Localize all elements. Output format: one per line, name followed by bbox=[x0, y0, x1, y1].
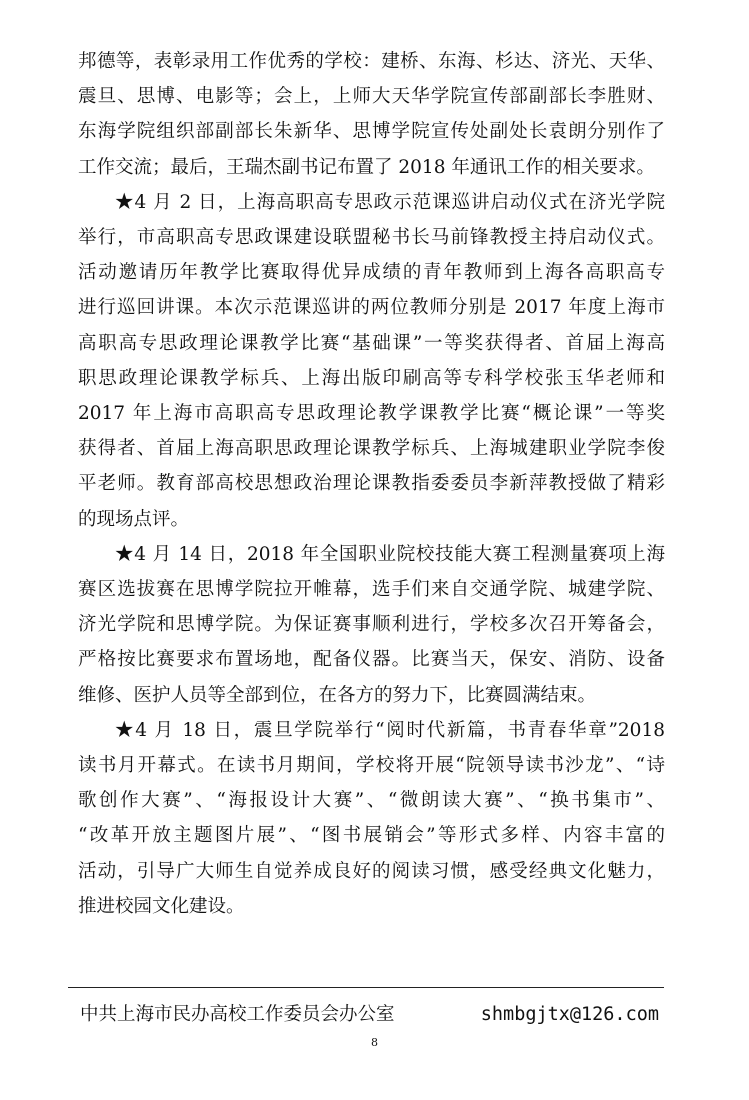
paragraph-line: 济光学院和思博学院。为保证赛事顺利进行，学校多次召开筹备会， bbox=[78, 614, 665, 636]
paragraph-line: 维修、医护人员等全部到位，在各方的努力下，比赛圆满结束。 bbox=[78, 684, 597, 706]
paragraph-line: 读书月开幕式。在读书月期间，学校将开展“院领导读书沙龙”、“诗 bbox=[78, 755, 665, 777]
paragraph-line: 职思政理论课教学标兵、上海出版印刷高等专科学校张玉华老师和 bbox=[78, 367, 665, 389]
page-number: 8 bbox=[371, 1036, 378, 1049]
footer-organization: 中共上海市民办高校工作委员会办公室 bbox=[80, 1004, 395, 1025]
paragraph-line: 进行巡回讲课。本次示范课巡讲的两位教师分别是 2017 年度上海市 bbox=[78, 297, 665, 319]
paragraph-line: ★4 月 14 日，2018 年全国职业院校技能大赛工程测量赛项上海 bbox=[115, 543, 665, 565]
footer-divider bbox=[68, 987, 664, 988]
paragraph-line: 获得者、首届上海高职思政理论课教学标兵、上海城建职业学院李俊 bbox=[78, 438, 665, 460]
paragraph-line: “改革开放主题图片展”、“图书展销会”等形式多样、内容丰富的 bbox=[78, 825, 665, 847]
paragraph-line: 举行，市高职高专思政课建设联盟秘书长马前锋教授主持启动仪式。 bbox=[78, 227, 665, 249]
paragraph-line: ★4 月 2 日，上海高职高专思政示范课巡讲启动仪式在济光学院 bbox=[115, 191, 665, 213]
paragraph-line: 2017 年上海市高职高专思政理论教学课教学比赛“概论课”一等奖 bbox=[78, 403, 665, 425]
paragraph-line: 赛区选拔赛在思博学院拉开帷幕，选手们来自交通学院、城建学院、 bbox=[78, 579, 665, 601]
paragraph-line: 平老师。教育部高校思想政治理论课教指委委员李新萍教授做了精彩 bbox=[78, 473, 665, 495]
paragraph-line: 歌创作大赛”、“海报设计大赛”、“微朗读大赛”、“换书集市”、 bbox=[78, 790, 665, 812]
paragraph-line: 活动，引导广大师生自觉养成良好的阅读习惯，感受经典文化魅力， bbox=[78, 860, 665, 882]
paragraph-april-14 bbox=[78, 537, 665, 713]
document-body bbox=[78, 44, 665, 924]
paragraph-line: 推进校园文化建设。 bbox=[78, 895, 245, 917]
paragraph-line: 活动邀请历年教学比赛取得优异成绩的青年教师到上海各高职高专 bbox=[78, 262, 665, 284]
paragraph-line: 震旦、思博、电影等；会上，上师大天华学院宣传部副部长李胜财、 bbox=[78, 86, 665, 108]
paragraph-line: 工作交流；最后，王瑞杰副书记布置了 2018 年通讯工作的相关要求。 bbox=[78, 156, 655, 178]
paragraph-april-2 bbox=[78, 185, 665, 537]
paragraph-line: 东海学院组织部副部长朱新华、思博学院宣传处副处长袁朗分别作了 bbox=[78, 121, 665, 143]
paragraph-line: ★4 月 18 日，震旦学院举行“阅时代新篇，书青春华章”2018 bbox=[115, 719, 665, 741]
footer-email[interactable]: shmbgjtx@126.com bbox=[480, 1004, 659, 1025]
paragraph-line: 邦德等，表彰录用工作优秀的学校：建桥、东海、杉达、济光、天华、 bbox=[78, 51, 665, 72]
paragraph-line: 高职高专思政理论课教学比赛“基础课”一等奖获得者、首届上海高 bbox=[78, 332, 665, 354]
paragraph-april-18 bbox=[78, 713, 665, 924]
paragraph-line: 严格按比赛要求布置场地，配备仪器。比赛当天，保安、消防、设备 bbox=[78, 649, 665, 671]
paragraph-recognition-meeting bbox=[78, 44, 665, 185]
paragraph-line: 的现场点评。 bbox=[78, 508, 190, 530]
